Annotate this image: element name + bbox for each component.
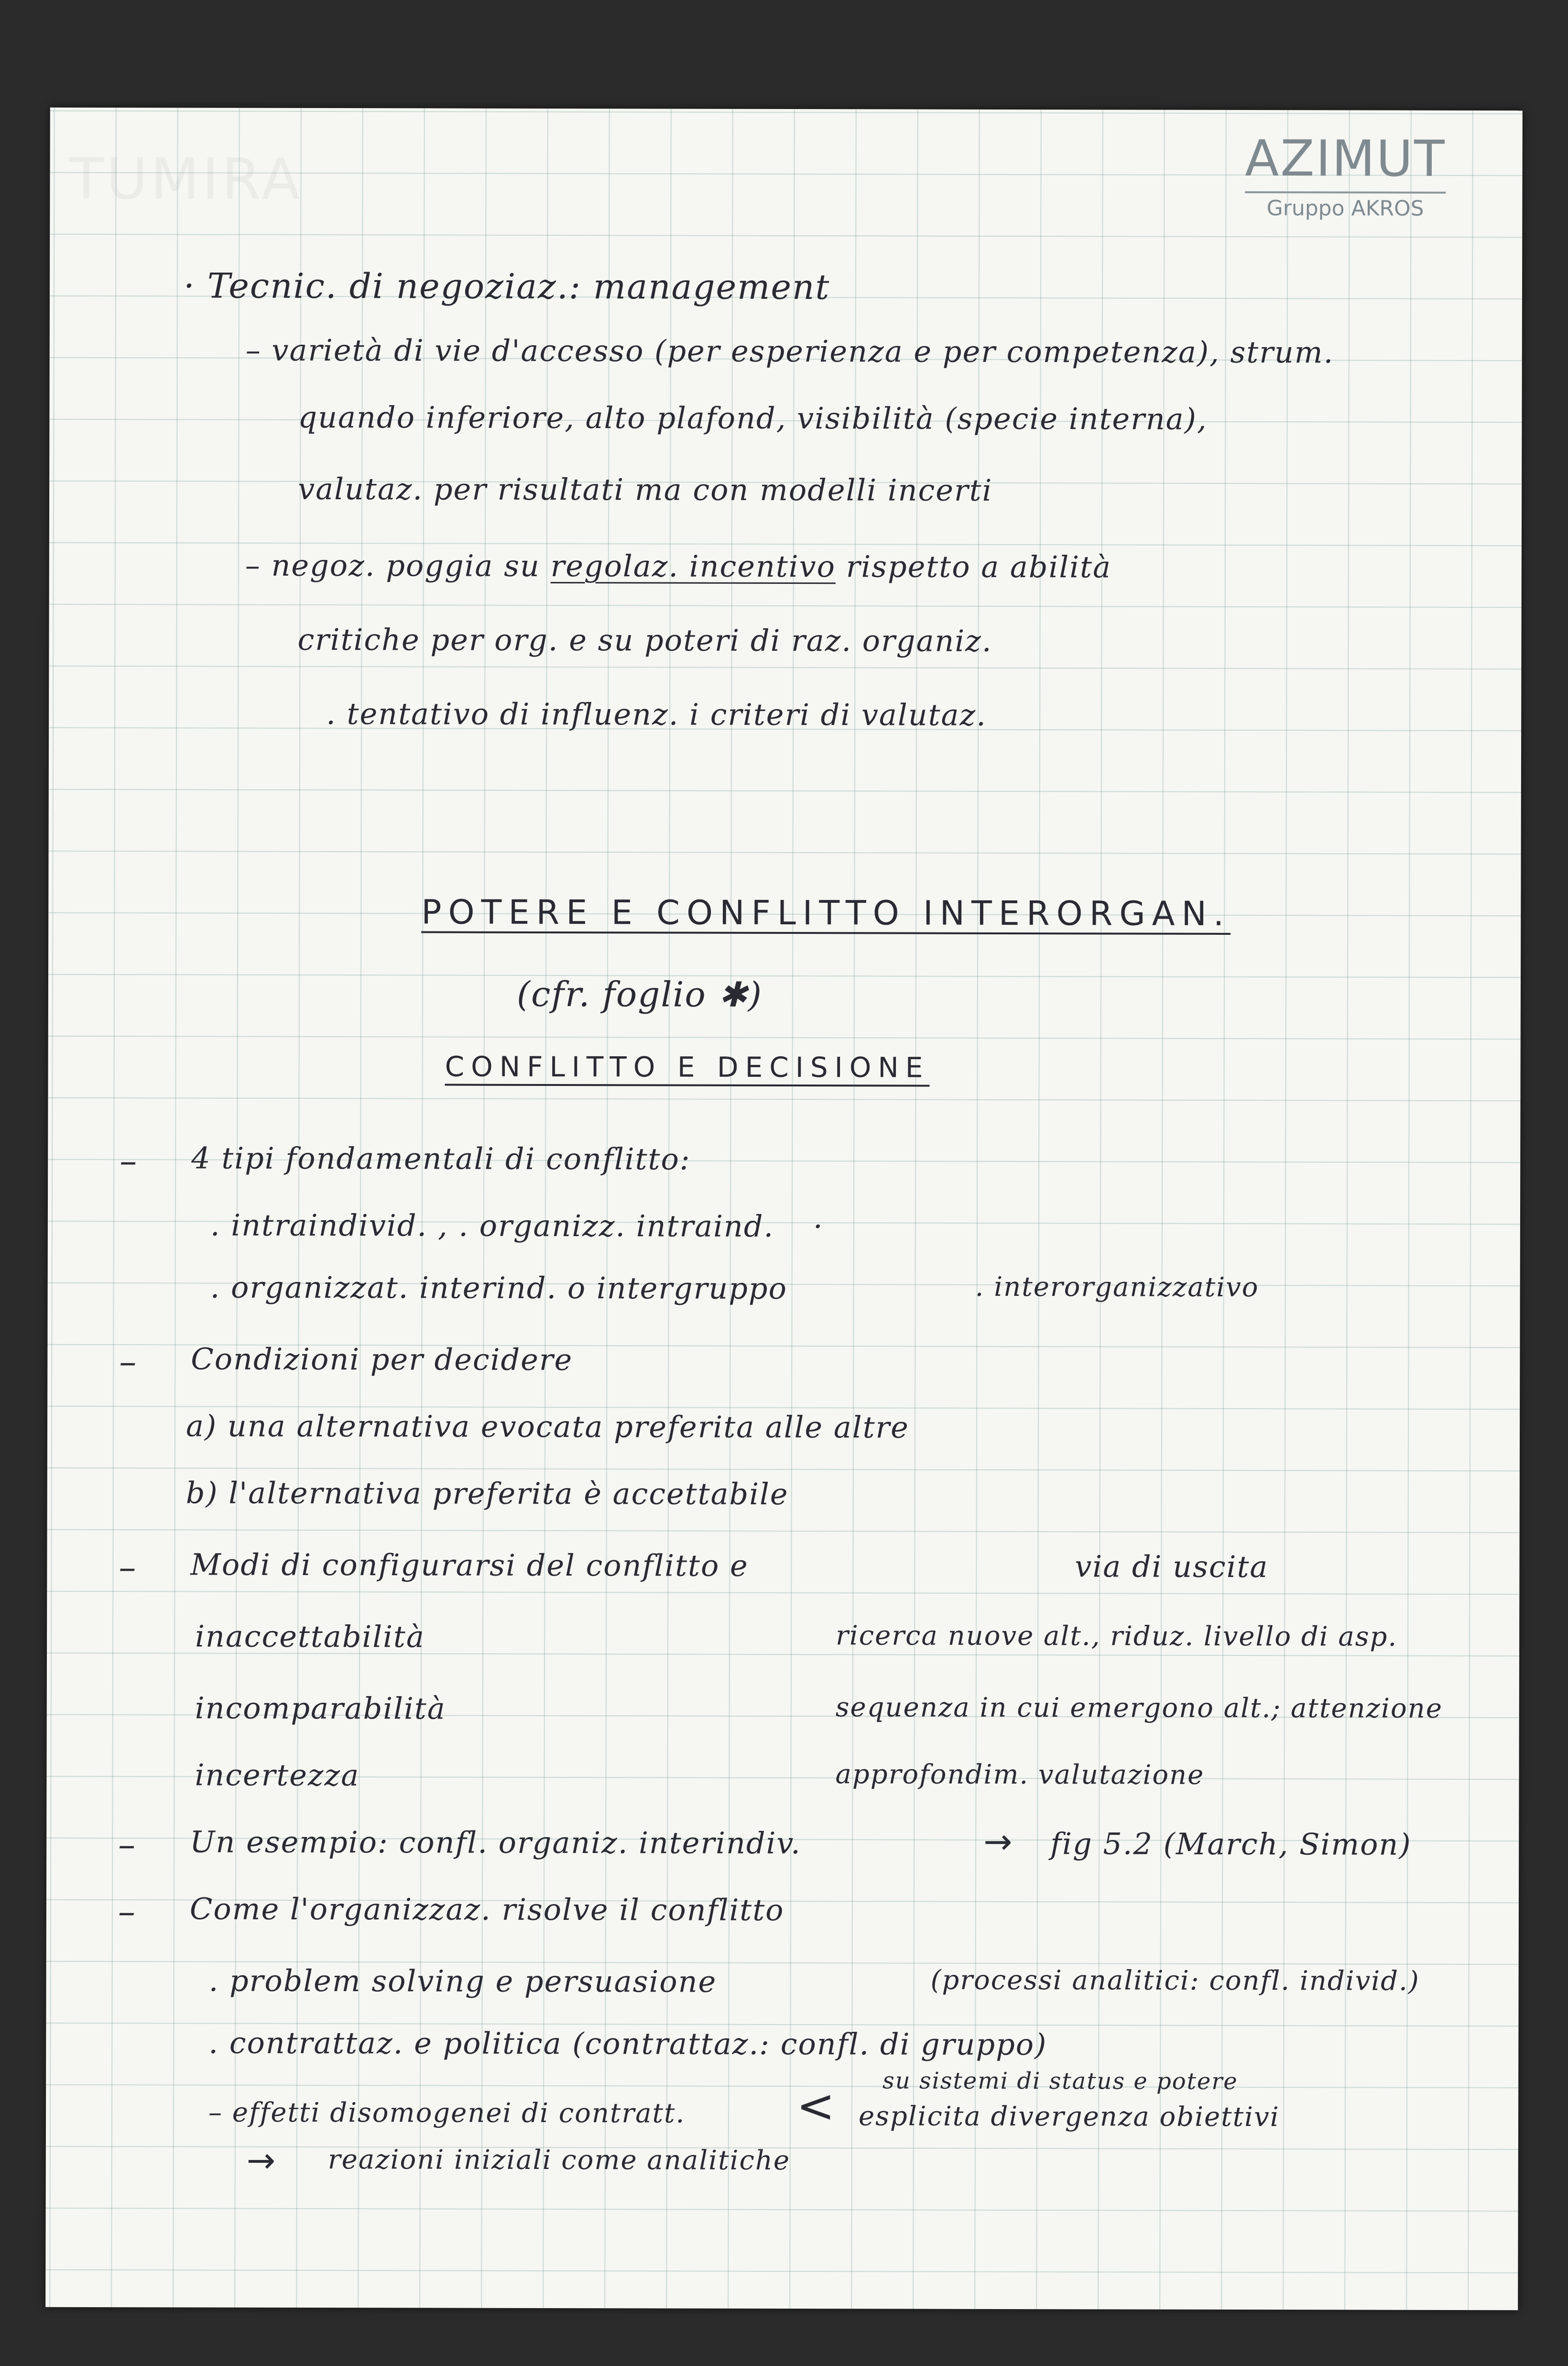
- text-line: sequenza in cui emergono alt.; attenzione: [835, 1692, 1443, 1724]
- text-line: · Tecnic. di negoziaz.: management: [183, 265, 830, 307]
- text-line: [245, 548, 1111, 585]
- text-line: fig 5.2 (March, Simon): [1050, 1826, 1412, 1862]
- section-title: POTERE E CONFLITTO INTERORGAN.: [421, 892, 1231, 933]
- arrow-right-icon: →: [246, 2140, 277, 2180]
- text-line: (processi analitici: confl. individ.): [930, 1964, 1420, 1997]
- text-fragment: ·: [813, 1209, 824, 1244]
- text-line: valutaz. per risultati ma con modelli incerti: [298, 471, 993, 508]
- text-line: a) una alternativa evocata preferita alle altre: [185, 1408, 909, 1445]
- text-line-annotation: su sistemi di status e potere: [882, 2067, 1238, 2095]
- watermark-text: TUMIRA: [69, 145, 303, 212]
- text-line: incertezza: [195, 1757, 360, 1793]
- dash-marker: –: [120, 1140, 138, 1181]
- text-line: . problem solving e persuasione: [208, 1963, 717, 1999]
- dash-marker: –: [118, 1824, 137, 1865]
- text-fragment: , . organizz. intraind.: [437, 1208, 774, 1244]
- text-line: – varietà di vie d'accesso (per esperienza e per competenza), strum.: [245, 332, 1334, 370]
- text-line: quando inferiore, alto plafond, visibilità (specie interna),: [298, 399, 1208, 437]
- handwritten-page: [45, 108, 1523, 2310]
- underlined-text: regolaz. incentivo: [550, 548, 836, 584]
- text-line: critiche per org. e su poteri di raz. organiz.: [297, 622, 992, 658]
- bracket-symbol: <: [796, 2079, 836, 2133]
- text-line: Come l'organizzaz. risolve il conflitto: [189, 1891, 784, 1928]
- text-line: inaccettabilità: [195, 1619, 425, 1654]
- text-line: [210, 1207, 824, 1244]
- section-subtitle: CONFLITTO E DECISIONE: [445, 1050, 930, 1084]
- text-line: approfondim. valutazione: [835, 1759, 1205, 1791]
- text-line: Condizioni per decidere: [191, 1341, 573, 1378]
- title-reference: (cfr. foglio ✱): [516, 974, 763, 1015]
- azimut-logo: [1245, 129, 1446, 221]
- text-line: reazioni iniziali come analitiche: [327, 2144, 791, 2177]
- text-line: incomparabilità: [195, 1690, 446, 1726]
- text-fragment: rispetto a abilità: [846, 549, 1112, 585]
- text-line: b) l'alternativa preferita è accettabile: [185, 1475, 789, 1512]
- text-line: via di uscita: [1075, 1549, 1269, 1585]
- dash-marker: –: [119, 1547, 137, 1588]
- text-fragment: – negoz. poggia su: [245, 548, 540, 583]
- arrow-right-icon: →: [983, 1821, 1013, 1862]
- logo-name: AZIMUT: [1245, 129, 1446, 194]
- text-line: Modi di configurarsi del conflitto e: [190, 1547, 749, 1583]
- text-line: – effetti disomogenei di contratt.: [208, 2097, 686, 2129]
- text-line: . organizzat. interind. o intergruppo: [210, 1270, 788, 1306]
- text-line: ricerca nuove alt., riduz. livello di asp.: [836, 1620, 1398, 1653]
- text-line: Un esempio: confl. organiz. interindiv.: [190, 1824, 801, 1861]
- text-line: . interorganizzativo: [975, 1271, 1259, 1303]
- text-line: . contrattaz. e politica (contrattaz.: confl. di gruppo): [208, 2025, 1047, 2062]
- text-line: esplicita divergenza obiettivi: [858, 2101, 1280, 2133]
- text-fragment: . intraindivid.: [210, 1207, 428, 1243]
- logo-subtitle: Gruppo AKROS: [1266, 196, 1424, 221]
- dash-marker: –: [118, 1891, 137, 1932]
- text-line: . tentativo di influenz. i criteri di valutaz.: [326, 696, 987, 733]
- text-line: 4 tipi fondamentali di conflitto:: [191, 1140, 691, 1177]
- dash-marker: –: [119, 1341, 138, 1382]
